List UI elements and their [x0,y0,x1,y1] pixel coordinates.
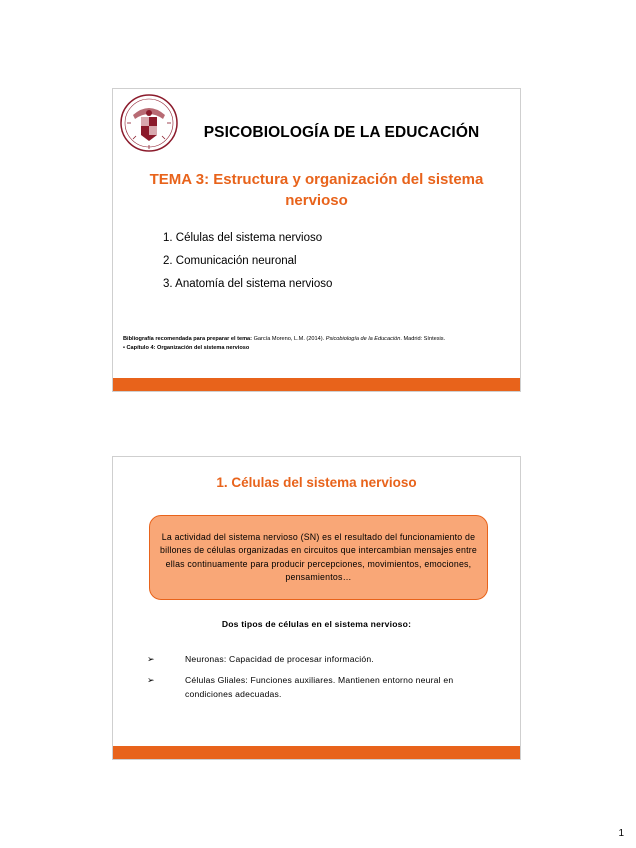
outline-item: 2. Comunicación neuronal [163,255,297,267]
outline-item: 1. Células del sistema nervioso [163,232,323,244]
footer-bar [113,746,520,759]
course-title: PSICOBIOLOGÍA DE LA EDUCACIÓN [203,124,480,141]
university-crest-icon [119,93,179,153]
intro-callout: La actividad del sistema nervioso (SN) es el resultado del funcionamiento de billones de células organizadas en circuitos que intercambian mensajes entre ellas continuamente para producir percepciones, movimientos, emociones, pensamientos… [149,515,488,600]
slide-title: 1. Células del sistema nervioso [216,475,417,490]
topic-outline [163,227,332,296]
arrow-bullet-icon: ➢ [147,654,155,664]
topic-title: TEMA 3: Estructura y organización del sistema nervioso [149,171,484,209]
slide-2 [112,456,521,760]
chapter-reference: • Capítulo 4: Organización del sistema nervioso [123,345,250,351]
bullet-item: ➢ Neuronas: Capacidad de procesar información. [147,654,374,664]
outline-item: 3. Anatomía del sistema nervioso [163,278,333,290]
footer-bar [113,378,520,391]
arrow-bullet-icon: ➢ [147,675,155,685]
page-number: 1 [618,828,624,839]
slide-1 [112,88,521,392]
bibliography: Bibliografía recomendada para preparar el tema: García Moreno, L.M. (2014). Psicobiología de la Educación. Madrid: Síntesis. • Capítulo 4: Organización del sistema nervioso [123,335,508,353]
cell-types-heading: Dos tipos de células en el sistema nervioso: [221,619,412,629]
bullet-item: ➢ Células Gliales: Funciones auxiliares. Mantienen entorno neural en condiciones adecuadas. [147,675,454,699]
